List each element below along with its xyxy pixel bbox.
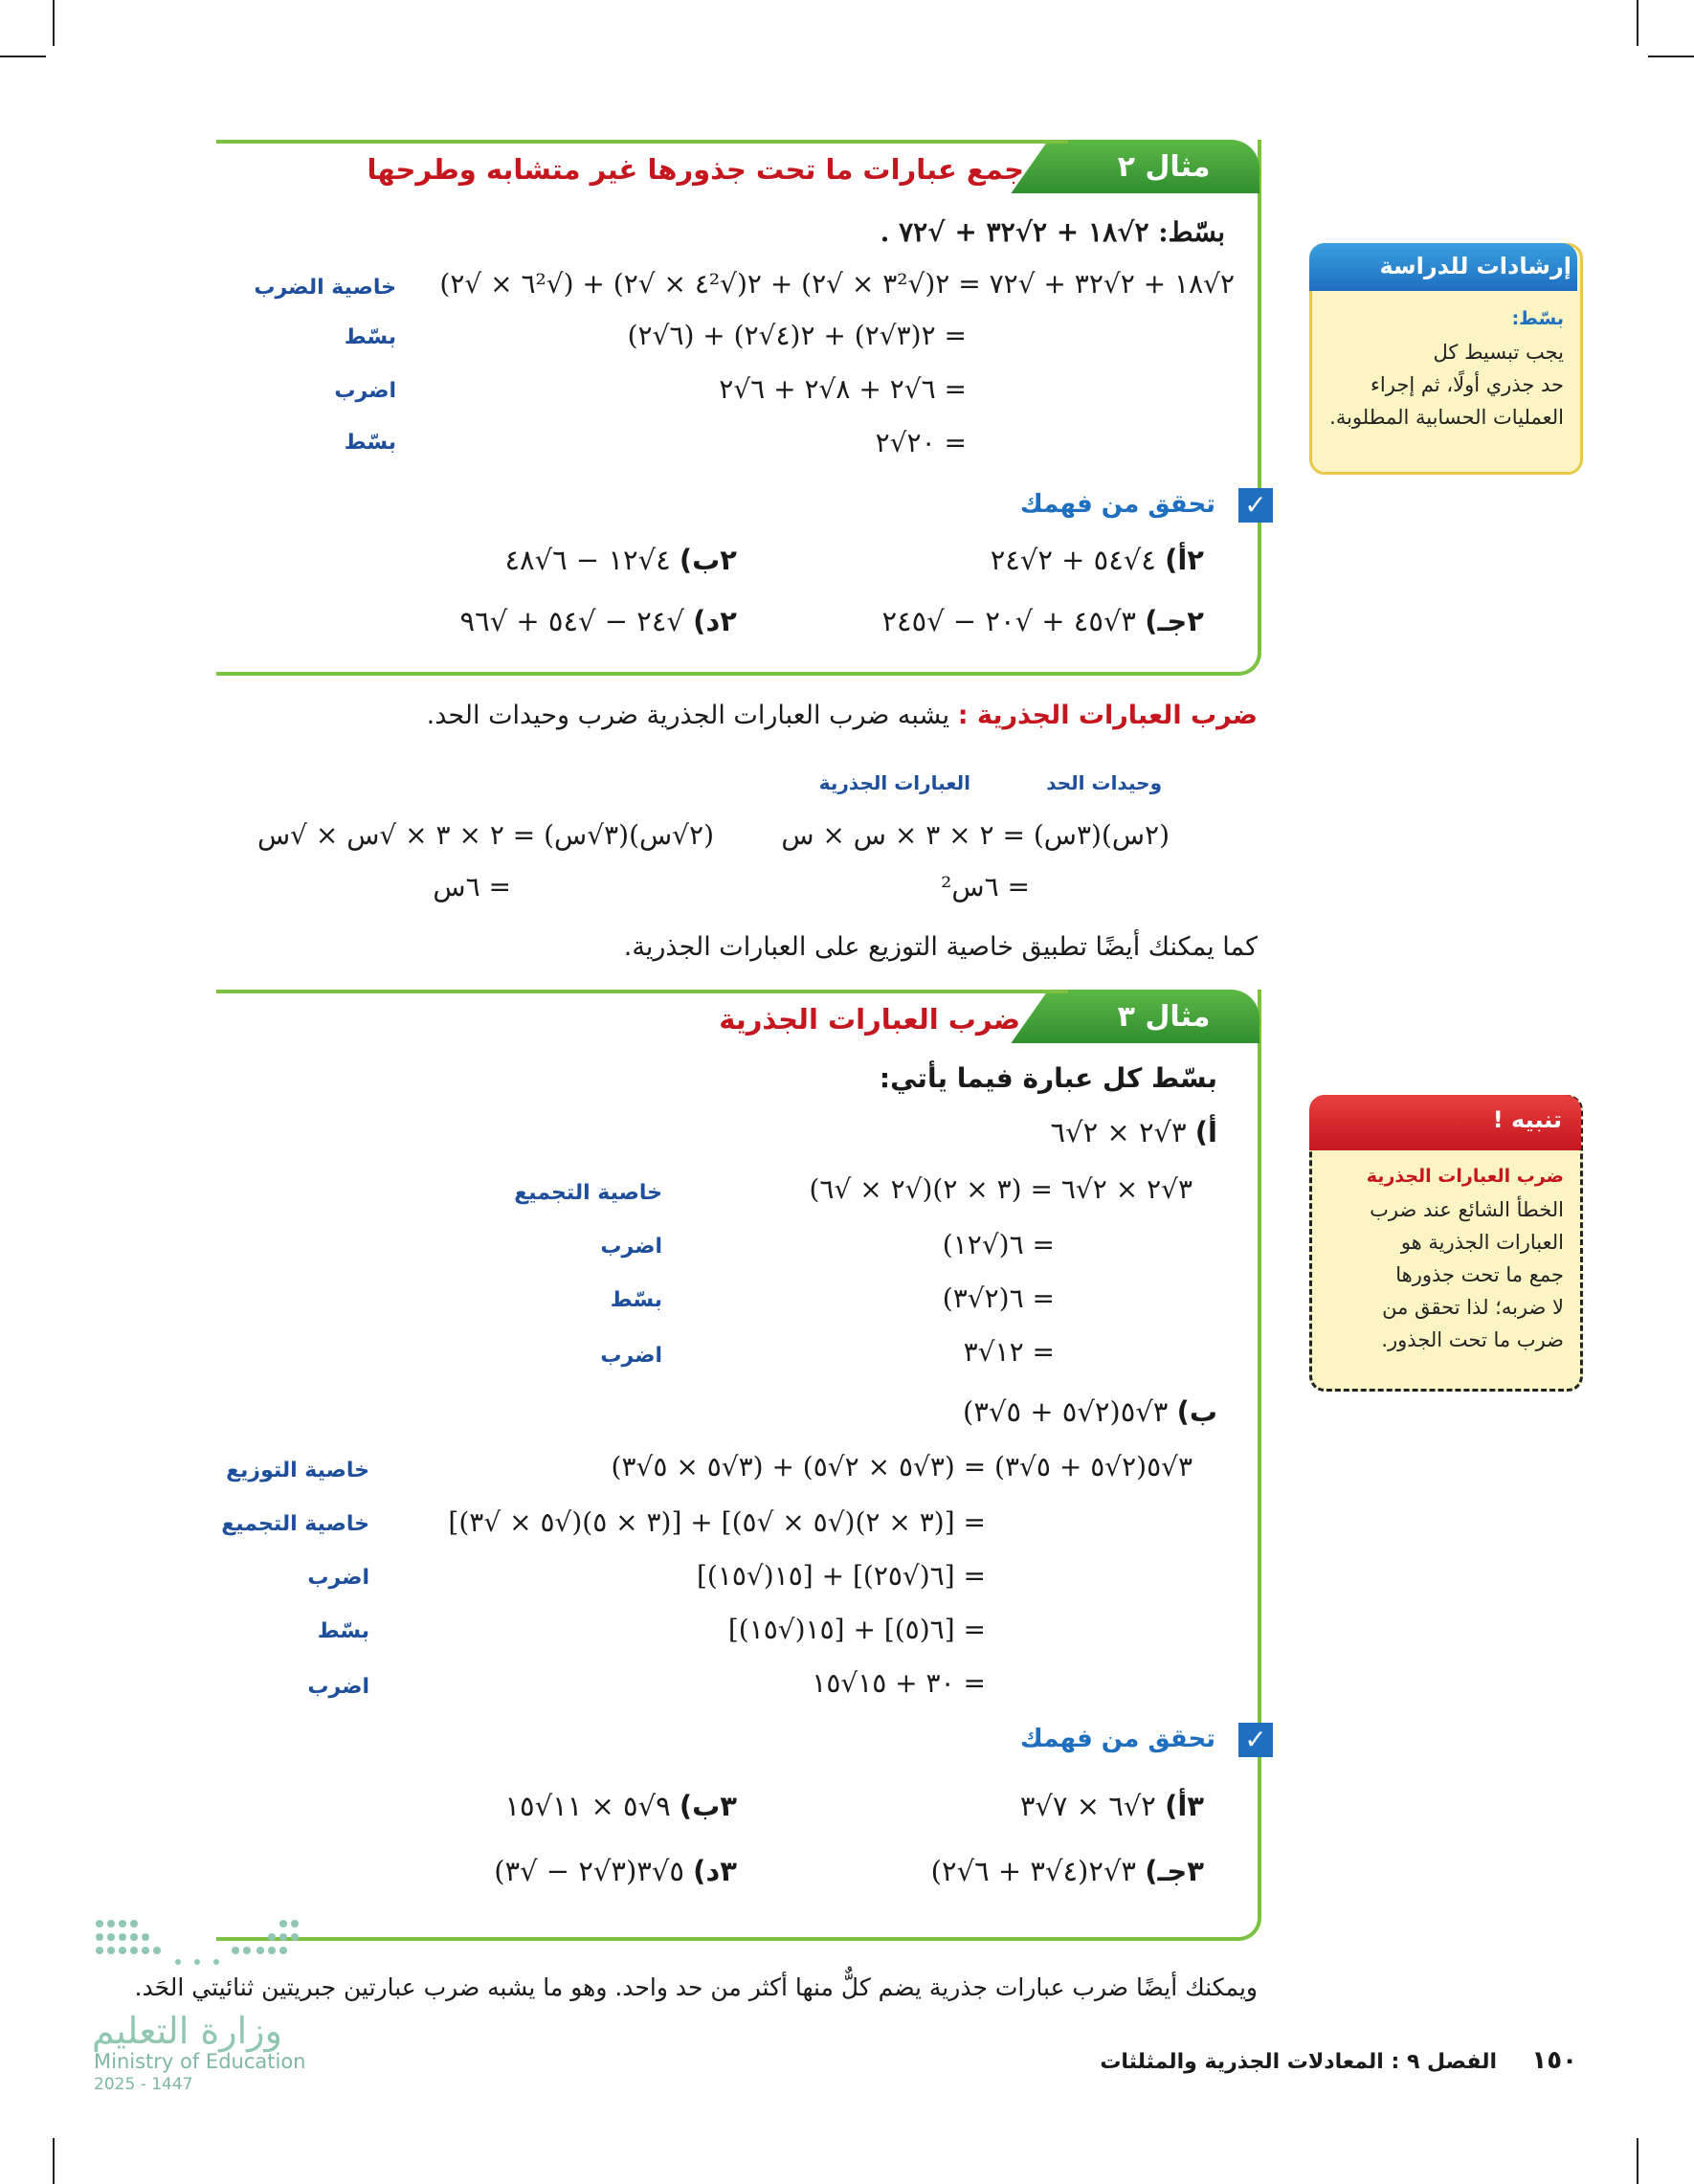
crop-mark	[1648, 56, 1694, 57]
step-justification: اضرب	[600, 1344, 662, 1368]
step-expression: = [٦(√٢٥)] + [١٥(√١٥)]	[696, 1560, 986, 1592]
crop-mark	[53, 2138, 55, 2184]
example-title: ضرب العبارات الجذرية	[719, 1003, 1020, 1036]
step-expression: ٢√١٨ + ٢√٣٢ + √٧٢ = ٢(√٣² × √٢) + ٢(√٤² × √٢) + (√٦² × √٢)	[439, 268, 1235, 300]
ministry-dots-logo	[92, 1914, 312, 1972]
check-icon: ✓	[1238, 1723, 1273, 1757]
step-expression: ٣√٢ × ٢√٦ = (٣ × ٢)(√٢ × √٦)	[809, 1173, 1192, 1205]
exercise-item: ٢ب) ٤√١٢ − ٦√٤٨	[504, 544, 737, 576]
ministry-year: 2025 - 1447	[94, 2075, 193, 2094]
closing-paragraph: ويمكنك أيضًا ضرب عبارات جذرية يضم كلٌّ منها أكثر من حد واحد. وهو ما يشبه ضرب عبارتين جبريتين ثنائيتي الحَد.	[134, 1973, 1258, 2001]
warning-line: لا ضربه؛ لذا تحقق من	[1382, 1296, 1564, 1319]
step-justification: اضرب	[334, 379, 396, 403]
step-expression: = ٢٠√٢	[875, 427, 967, 458]
crop-mark	[1637, 2138, 1638, 2184]
ministry-name-ar: وزارة التعليم	[92, 2010, 282, 2052]
study-tip-line: يجب تبسيط كل	[1433, 341, 1564, 364]
exercise-item: ٢د) √٢٤ − √٥٤ + √٩٦	[459, 605, 737, 637]
step-expression: = ١٢√٣	[963, 1336, 1055, 1368]
distributive-paragraph: كما يمكنك أيضًا تطبيق خاصية التوزيع على العبارات الجذرية.	[623, 932, 1258, 962]
example-tab: مثال ٢	[1068, 140, 1259, 193]
check-title: تحقق من فهمك	[1019, 1725, 1215, 1753]
step-justification: خاصية الضرب	[254, 276, 396, 300]
warning-subheader: ضرب العبارات الجذرية	[1366, 1166, 1564, 1187]
step-expression: = ٦√٢ + ٨√٢ + ٦√٢	[719, 373, 967, 405]
study-tip-header: إرشادات للدراسة	[1379, 253, 1571, 279]
example-prompt: بسّط: ٢√١٨ + ٢√٣٢ + √٧٢ .	[880, 216, 1225, 248]
warning-header: تنبيه !	[1492, 1106, 1562, 1133]
step-justification: اضرب	[600, 1235, 662, 1259]
step-justification: اضرب	[307, 1675, 369, 1699]
exercise-item: ٢أ) ٤√٥٤ + ٢√٢٤	[990, 544, 1204, 576]
chapter-footer: الفصل ٩ : المعادلات الجذرية والمثلثات	[1100, 2050, 1497, 2074]
step-expression: = ٦(٢√٣)	[942, 1282, 1055, 1314]
check-icon: ✓	[1238, 488, 1273, 523]
step-expression: ٣√٥(٢√٥ + ٥√٣) = (٣√٥ × ٢√٥) + (٣√٥ × ٥√٣)	[611, 1451, 1192, 1482]
step-expression: = ٣٠ + ١٥√١٥	[812, 1667, 986, 1699]
part-a: أ) ٣√٢ × ٢√٦	[1050, 1116, 1217, 1148]
exercise-item: ٣د) ٥√٣(٣√٢ − √٣)	[494, 1855, 737, 1887]
section-paragraph: ضرب العبارات الجذرية : يشبه ضرب العبارات الجذرية ضرب وحيدات الحد.	[426, 701, 1258, 730]
step-justification: اضرب	[307, 1566, 369, 1590]
step-justification: خاصية التجميع	[221, 1512, 369, 1536]
step-justification: خاصية التجميع	[514, 1181, 662, 1205]
crop-mark	[0, 56, 46, 57]
study-tip-line: العمليات الحسابية المطلوبة.	[1329, 406, 1564, 429]
crop-mark	[1637, 0, 1638, 46]
column-header-monomials: وحيدات الحد	[1046, 771, 1162, 794]
example-prompt: بسّط كل عبارة فيما يأتي:	[879, 1062, 1217, 1094]
column-header-radicals: العبارات الجذرية	[818, 771, 970, 794]
ministry-name-en: Ministry of Education	[94, 2050, 306, 2073]
exercise-item: ٣جـ) ٣√٢(٤√٣ + ٦√٢)	[930, 1855, 1204, 1887]
radical-result: = ٦س	[433, 871, 511, 903]
example-tab: مثال ٣	[1068, 990, 1259, 1043]
radical-product: (٢√س)(٣√س) = ٢ × ٣ × √س × √س	[256, 819, 714, 851]
step-expression: = ٦(√١٢)	[942, 1229, 1055, 1260]
warning-line: الخطأ الشائع عند ضرب	[1370, 1198, 1564, 1221]
step-justification: بسّط	[344, 431, 396, 455]
exercise-item: ٣أ) ٢√٦ × ٧√٣	[1019, 1790, 1204, 1822]
crop-mark	[53, 0, 55, 46]
check-title: تحقق من فهمك	[1019, 490, 1215, 519]
exercise-item: ٣ب) ٩√٥ × ١١√١٥	[504, 1790, 737, 1822]
exercise-item: ٢جـ) ٣√٤٥ + √٢٠ − √٢٤٥	[881, 605, 1204, 637]
step-expression: = ٢(٣√٢) + ٢(٤√٢) + (٦√٢)	[627, 320, 967, 351]
study-tip-line: حد جذري أولًا، ثم إجراء	[1371, 373, 1564, 396]
example-title: جمع عبارات ما تحت جذورها غير متشابه وطرحها	[367, 153, 1024, 186]
part-b: ب) ٣√٥(٢√٥ + ٥√٣)	[963, 1395, 1217, 1428]
step-justification: خاصية التوزيع	[226, 1459, 369, 1482]
monomial-result: = ٦س²	[941, 871, 1030, 903]
warning-line: ضرب ما تحت الجذور.	[1381, 1328, 1564, 1351]
step-justification: بسّط	[317, 1619, 369, 1643]
page-number: ١٥٠	[1531, 2046, 1577, 2075]
step-justification: بسّط	[344, 325, 396, 349]
step-expression: = [٦(٥)] + [١٥(√١٥)]	[727, 1614, 986, 1645]
monomial-product: (٢س)(٣س) = ٢ × ٣ × س × س	[781, 819, 1170, 851]
warning-line: جمع ما تحت جذورها	[1395, 1263, 1564, 1286]
step-expression: = [(٣ × ٢)(√٥ × √٥)] + [(٣ × ٥)(√٥ × √٣)]	[448, 1506, 986, 1538]
step-justification: بسّط	[610, 1288, 662, 1312]
study-tip-subheader: بسّط:	[1511, 308, 1564, 329]
warning-line: العبارات الجذرية هو	[1400, 1231, 1564, 1254]
